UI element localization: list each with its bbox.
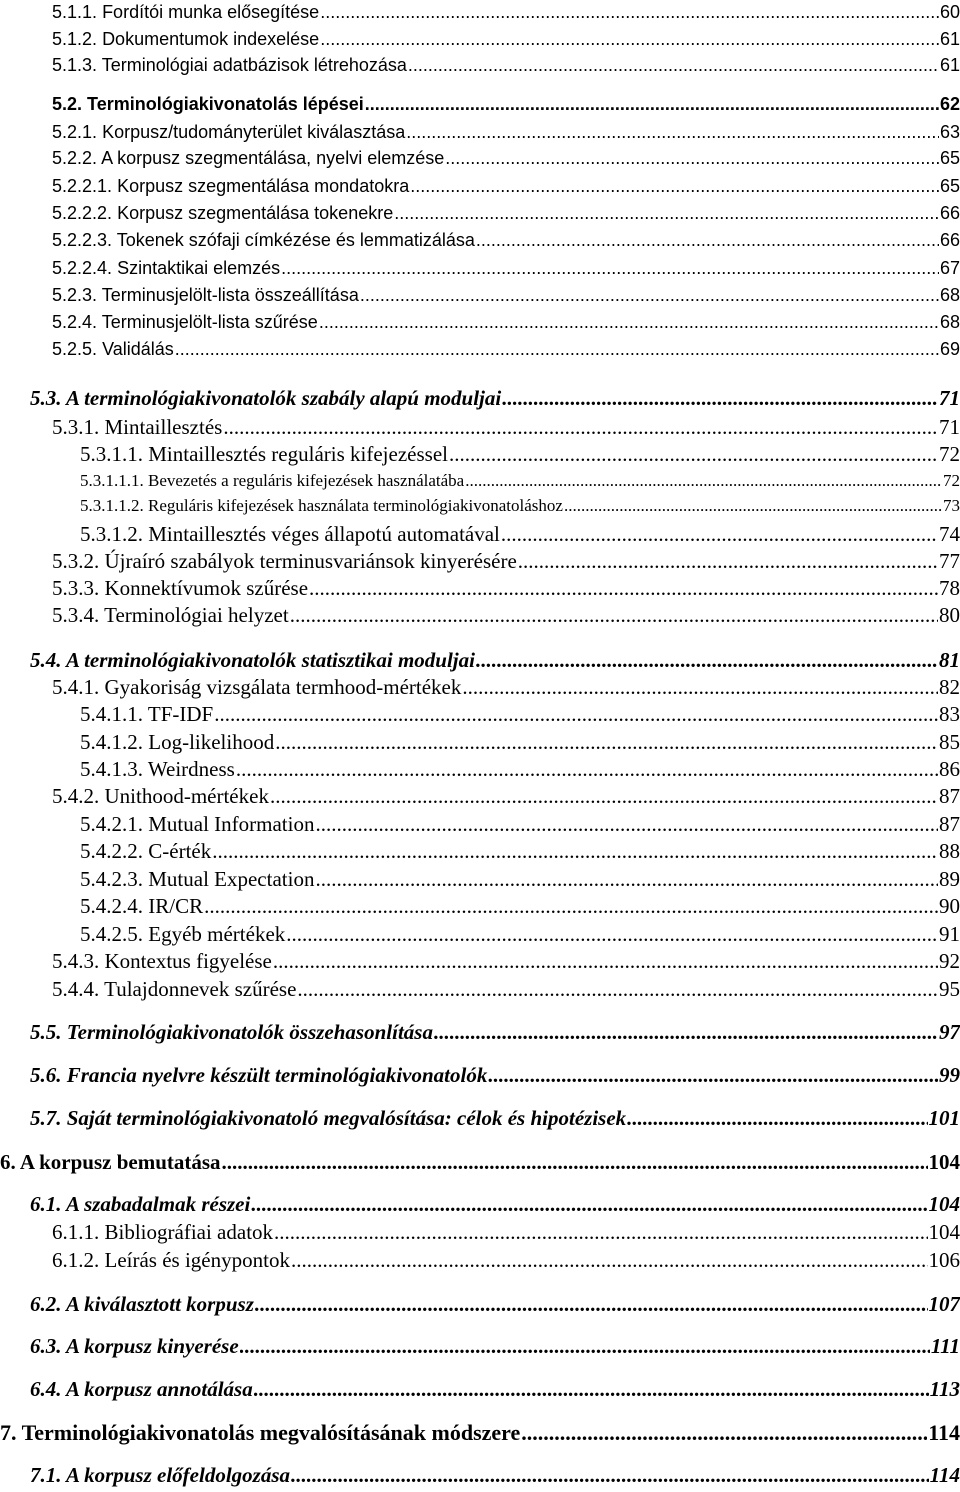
toc-entry-text: Terminológiai adatbázisok létrehozása xyxy=(101,55,407,75)
toc-leader-dots xyxy=(319,312,939,333)
toc-entry-text: TF-IDF xyxy=(147,702,214,726)
toc-entry-title xyxy=(80,839,211,864)
toc-entry-number: 6. xyxy=(0,1150,16,1174)
toc-leader-dots xyxy=(465,471,942,491)
toc-page-number: 91 xyxy=(939,922,960,946)
toc-entry-title xyxy=(30,1292,254,1317)
toc-leader-dots xyxy=(274,1220,927,1245)
toc-leader-dots xyxy=(254,1377,929,1402)
toc-entry[interactable] xyxy=(80,867,960,892)
toc-leader-dots xyxy=(521,1420,927,1446)
toc-page-number: 66 xyxy=(939,230,960,250)
toc-entry-text: Unithood-mértékek xyxy=(104,784,269,808)
toc-page-number: 97 xyxy=(939,1020,960,1044)
toc-entry[interactable] xyxy=(30,1020,960,1045)
toc-entry-title xyxy=(52,1220,273,1245)
toc-entry-title xyxy=(52,312,318,333)
toc-leader-dots xyxy=(291,1248,928,1273)
toc-leader-dots xyxy=(434,1020,938,1045)
toc-page-number: 99 xyxy=(939,1063,960,1087)
toc-page-number: 71 xyxy=(939,415,960,439)
toc-entry-text: Mintaillesztés reguláris kifejezéssel xyxy=(148,442,448,466)
toc-entry[interactable] xyxy=(52,176,960,197)
toc-entry[interactable] xyxy=(0,1420,960,1446)
toc-entry-text: Szintaktikai elemzés xyxy=(117,258,281,278)
toc-leader-dots xyxy=(476,648,938,673)
toc-entry-number: 5.4.1.2. xyxy=(80,730,143,754)
toc-page-number: 73 xyxy=(943,496,960,515)
toc-entry-number: 5.1.2. xyxy=(52,29,98,49)
toc-entry[interactable] xyxy=(30,386,960,411)
toc-page-number: 114 xyxy=(928,1420,960,1445)
toc-entry-number: 5.2.2.4. xyxy=(52,258,113,278)
toc-entry-title xyxy=(30,1063,487,1088)
toc-entry[interactable] xyxy=(30,1334,960,1359)
toc-entry-title xyxy=(80,757,235,782)
toc-entry-text: Leírás és igénypontok xyxy=(104,1248,290,1272)
toc-entry-number: 5.2.1. xyxy=(52,122,98,142)
toc-entry[interactable] xyxy=(80,757,960,782)
toc-entry-title xyxy=(52,55,407,76)
toc-leader-dots xyxy=(410,176,939,197)
toc-leader-dots xyxy=(315,812,938,837)
toc-entry[interactable] xyxy=(52,230,960,251)
toc-entry[interactable] xyxy=(52,148,960,169)
toc-entry-title xyxy=(80,867,314,892)
toc-page-number: 104 xyxy=(928,1220,960,1244)
toc-entry-title xyxy=(52,603,289,628)
toc-entry-text: Terminológiai helyzet xyxy=(104,603,289,627)
toc-entry-number: 5.2.3. xyxy=(52,285,98,305)
toc-leader-dots xyxy=(223,415,938,440)
toc-entry-text: Bibliográfiai adatok xyxy=(104,1220,274,1244)
toc-entry-title xyxy=(80,442,448,467)
toc-entry-text: Weirdness xyxy=(147,757,235,781)
toc-entry[interactable] xyxy=(52,94,960,115)
toc-entry-number: 5.4.2.3. xyxy=(80,867,143,891)
toc-leader-dots xyxy=(502,386,938,411)
toc-entry-text: Kontextus figyelése xyxy=(104,949,272,973)
toc-page-number: 72 xyxy=(943,471,960,490)
toc-entry[interactable] xyxy=(30,1063,960,1088)
toc-entry[interactable] xyxy=(52,2,960,23)
toc-entry-number: 5.3.1.1.1. xyxy=(80,471,144,490)
toc-entry-title xyxy=(52,1248,290,1273)
toc-entry-text: Francia nyelvre készült terminológiakivonatolók xyxy=(66,1063,488,1087)
toc-entry-text: Fordítói munka elősegítése xyxy=(102,2,320,22)
toc-entry-number: 5.3.3. xyxy=(52,576,100,600)
toc-entry-text: Mutual Expectation xyxy=(148,867,315,891)
toc-leader-dots xyxy=(286,922,938,947)
toc-entry-title xyxy=(30,1334,239,1359)
toc-entry-number: 5.4.4. xyxy=(52,977,100,1001)
toc-entry[interactable] xyxy=(52,576,960,601)
toc-entry[interactable] xyxy=(52,312,960,333)
toc-entry-text: A korpusz szegmentálása, nyelvi elemzése xyxy=(101,148,445,168)
toc-entry-number: 6.1.2. xyxy=(52,1248,100,1272)
toc-entry[interactable] xyxy=(52,675,960,700)
toc-leader-dots xyxy=(476,230,939,251)
toc-page-number: 107 xyxy=(928,1292,960,1316)
toc-entry-title xyxy=(52,784,269,809)
toc-entry-title xyxy=(52,949,272,974)
toc-page-number: 113 xyxy=(929,1377,960,1401)
toc-entry-number: 5.4.1. xyxy=(52,675,100,699)
toc-entry-title xyxy=(52,576,308,601)
toc-page-number: 95 xyxy=(939,977,960,1001)
toc-entry-title xyxy=(52,549,517,574)
toc-entry-text: A korpusz kinyerése xyxy=(65,1334,239,1358)
toc-entry-title xyxy=(52,285,359,306)
toc-entry-text: Korpusz szegmentálása mondatokra xyxy=(117,176,410,196)
toc-entry-number: 7. xyxy=(0,1420,17,1445)
toc-entry-text: Újraíró szabályok terminusvariánsok kinyerésére xyxy=(104,549,517,573)
toc-entry[interactable] xyxy=(52,258,960,279)
toc-entry-number: 5.4.2.1. xyxy=(80,812,143,836)
toc-entry-number: 5.5. xyxy=(30,1020,62,1044)
toc-entry-text: A korpusz előfeldolgozása xyxy=(65,1463,291,1487)
toc-leader-dots xyxy=(214,702,938,727)
toc-page-number: 68 xyxy=(939,312,960,332)
toc-entry-text: Bevezetés a reguláris kifejezések használatába xyxy=(148,471,465,490)
toc-entry-number: 5.2. xyxy=(52,94,83,114)
toc-leader-dots xyxy=(449,442,938,467)
toc-entry-title xyxy=(52,176,409,197)
toc-leader-dots xyxy=(320,2,939,23)
toc-leader-dots xyxy=(564,496,942,516)
toc-entry[interactable] xyxy=(52,1220,960,1245)
toc-page-number: 80 xyxy=(939,603,960,627)
toc-entry-text: C-érték xyxy=(148,839,212,863)
toc-leader-dots xyxy=(275,730,938,755)
toc-page-number: 87 xyxy=(939,784,960,808)
toc-entry-number: 6.3. xyxy=(30,1334,62,1358)
toc-page-number: 89 xyxy=(939,867,960,891)
toc-entry-text: IR/CR xyxy=(148,894,204,918)
toc-entry-number: 5.3.2. xyxy=(52,549,100,573)
toc-page-number: 63 xyxy=(939,122,960,142)
toc-entry[interactable] xyxy=(80,812,960,837)
toc-leader-dots xyxy=(315,867,938,892)
toc-entry-title xyxy=(30,1106,626,1131)
toc-leader-dots xyxy=(627,1106,927,1131)
toc-leader-dots xyxy=(360,285,939,306)
toc-entry-text: Tulajdonnevek szűrése xyxy=(104,977,297,1001)
toc-leader-dots xyxy=(408,55,939,76)
toc-page-number: 69 xyxy=(939,339,960,359)
toc-entry-title xyxy=(80,471,464,491)
toc-entry-text: Validálás xyxy=(102,339,174,359)
toc-entry-text: A korpusz bemutatása xyxy=(19,1150,221,1174)
toc-leader-dots xyxy=(291,1463,929,1488)
toc-page-number: 111 xyxy=(930,1334,960,1358)
toc-entry[interactable] xyxy=(52,1248,960,1273)
toc-leader-dots xyxy=(236,757,938,782)
toc-entry-text: A szabadalmak részei xyxy=(65,1192,251,1216)
toc-page-number: 106 xyxy=(928,1248,960,1272)
toc-entry-number: 5.4.1.3. xyxy=(80,757,143,781)
toc-page-number: 71 xyxy=(939,386,960,410)
toc-leader-dots xyxy=(251,1192,927,1217)
toc-entry-text: Mintaillesztés xyxy=(104,415,223,439)
toc-page-number: 85 xyxy=(939,730,960,754)
toc-entry-text: Mutual Information xyxy=(148,812,315,836)
toc-entry[interactable] xyxy=(52,977,960,1002)
toc-entry-text: Tokenek szófaji címkézése és lemmatizálása xyxy=(116,230,475,250)
toc-leader-dots xyxy=(222,1150,928,1175)
toc-page-number: 88 xyxy=(939,839,960,863)
toc-entry-number: 5.3.1.1.2. xyxy=(80,496,144,515)
toc-entry[interactable] xyxy=(80,922,960,947)
toc-entry-title xyxy=(80,702,213,727)
toc-entry-text: Korpusz szegmentálása tokenekre xyxy=(117,203,394,223)
toc-entry-number: 5.2.2.1. xyxy=(52,176,113,196)
toc-entry-title xyxy=(30,1463,290,1488)
toc-entry-title xyxy=(80,496,563,516)
toc-page-number: 104 xyxy=(928,1150,960,1174)
toc-entry-title xyxy=(80,812,314,837)
toc-entry-number: 5.3.1. xyxy=(52,415,100,439)
toc-entry[interactable] xyxy=(30,1292,960,1317)
toc-entry[interactable] xyxy=(52,55,960,76)
toc-entry[interactable] xyxy=(52,203,960,224)
toc-entry-number: 5.3.1.2. xyxy=(80,522,143,546)
toc-entry-title xyxy=(80,522,500,547)
toc-entry-title xyxy=(80,730,274,755)
toc-page-number: 67 xyxy=(939,258,960,278)
toc-entry-text: A korpusz annotálása xyxy=(65,1377,253,1401)
toc-entry[interactable] xyxy=(80,730,960,755)
toc-entry-title xyxy=(80,894,203,919)
toc-leader-dots xyxy=(290,603,938,628)
toc-entry[interactable] xyxy=(80,839,960,864)
toc-entry-number: 5.4.2.4. xyxy=(80,894,143,918)
toc-entry-title xyxy=(30,648,475,673)
toc-page-number: 82 xyxy=(939,675,960,699)
toc-page-number: 83 xyxy=(939,702,960,726)
toc-leader-dots xyxy=(320,29,939,50)
toc-page-number: 90 xyxy=(939,894,960,918)
toc-entry-number: 6.1. xyxy=(30,1192,62,1216)
toc-entry[interactable] xyxy=(30,648,960,673)
toc-leader-dots xyxy=(255,1292,928,1317)
toc-page-number: 65 xyxy=(939,148,960,168)
toc-entry-text: Log-likelihood xyxy=(148,730,275,754)
toc-page-number: 114 xyxy=(929,1463,960,1487)
toc-entry-number: 5.4.2.2. xyxy=(80,839,143,863)
toc-entry-number: 5.4.3. xyxy=(52,949,100,973)
toc-entry-title xyxy=(52,2,319,23)
toc-entry-number: 6.4. xyxy=(30,1377,62,1401)
toc-entry-text: Terminológiakivonatolás lépései xyxy=(87,94,364,114)
toc-entry-number: 7.1. xyxy=(30,1463,62,1487)
toc-entry-title xyxy=(52,977,296,1002)
toc-entry-title xyxy=(52,415,222,440)
toc-entry-text: Gyakoriság vizsgálata termhood-mértékek xyxy=(104,675,462,699)
toc-page-number: 101 xyxy=(928,1106,960,1130)
toc-entry-text: A terminológiakivonatolók statisztikai moduljai xyxy=(65,648,475,672)
toc-page-number: 62 xyxy=(939,94,960,114)
toc-page-number: 72 xyxy=(939,442,960,466)
toc-leader-dots xyxy=(273,949,938,974)
toc-entry-number: 5.4.2.5. xyxy=(80,922,143,946)
toc-entry-title xyxy=(52,94,364,115)
toc-entry-text: A kiválasztott korpusz xyxy=(65,1292,254,1316)
toc-entry-number: 5.2.2.2. xyxy=(52,203,113,223)
toc-entry-number: 5.6. xyxy=(30,1063,62,1087)
toc-leader-dots xyxy=(270,784,938,809)
toc-leader-dots xyxy=(445,148,939,169)
toc-entry-number: 5.1.3. xyxy=(52,55,98,75)
toc-entry-text: Korpusz/tudományterület kiválasztása xyxy=(102,122,406,142)
toc-leader-dots xyxy=(365,94,939,115)
toc-entry[interactable] xyxy=(30,1192,960,1217)
toc-entry-number: 6.2. xyxy=(30,1292,62,1316)
toc-page-number: 61 xyxy=(939,29,960,49)
toc-leader-dots xyxy=(518,549,938,574)
toc-entry-number: 5.3. xyxy=(30,386,62,410)
toc-entry-title xyxy=(52,122,405,143)
toc-entry-title xyxy=(30,386,501,411)
toc-entry-title xyxy=(52,203,393,224)
toc-page-number: 74 xyxy=(939,522,960,546)
toc-leader-dots xyxy=(462,675,938,700)
toc-entry[interactable] xyxy=(0,1150,960,1175)
toc-entry[interactable] xyxy=(52,415,960,440)
toc-entry[interactable] xyxy=(52,339,960,360)
toc-entry-title xyxy=(52,339,174,360)
toc-page-number: 92 xyxy=(939,949,960,973)
toc-leader-dots xyxy=(488,1063,938,1088)
toc-entry-text: Terminológiakivonatolók összehasonlítása xyxy=(66,1020,433,1044)
toc-page-number: 86 xyxy=(939,757,960,781)
toc-page-number: 81 xyxy=(939,648,960,672)
toc-leader-dots xyxy=(281,258,939,279)
toc-entry[interactable] xyxy=(80,442,960,467)
toc-entry-title xyxy=(0,1150,221,1175)
toc-entry[interactable] xyxy=(52,285,960,306)
toc-entry[interactable] xyxy=(30,1463,960,1488)
toc-entry-title xyxy=(80,922,285,947)
toc-entry-number: 5.4.1.1. xyxy=(80,702,143,726)
toc-page-number: 68 xyxy=(939,285,960,305)
toc-entry-number: 5.2.2.3. xyxy=(52,230,113,250)
toc-entry-number: 5.4. xyxy=(30,648,62,672)
toc-entry[interactable] xyxy=(52,603,960,628)
toc-entry[interactable] xyxy=(80,522,960,547)
toc-page-number: 60 xyxy=(939,2,960,22)
toc-leader-dots xyxy=(204,894,938,919)
toc-entry[interactable] xyxy=(52,29,960,50)
toc-page-number: 87 xyxy=(939,812,960,836)
toc-entry-number: 5.3.1.1. xyxy=(80,442,143,466)
toc-entry[interactable] xyxy=(80,894,960,919)
toc-entry[interactable] xyxy=(52,122,960,143)
toc-leader-dots xyxy=(501,522,938,547)
toc-page-number: 77 xyxy=(939,549,960,573)
toc-entry-text: A terminológiakivonatolók szabály alapú moduljai xyxy=(65,386,502,410)
toc-entry-number: 5.2.2. xyxy=(52,148,98,168)
toc-entry-number: 5.4.2. xyxy=(52,784,100,808)
toc-entry-title xyxy=(30,1377,253,1402)
toc-page-number: 78 xyxy=(939,576,960,600)
toc-page-number: 66 xyxy=(939,203,960,223)
toc-entry-title xyxy=(52,230,475,251)
toc-entry[interactable] xyxy=(52,949,960,974)
toc-entry-number: 5.2.4. xyxy=(52,312,98,332)
toc-page-number: 61 xyxy=(939,55,960,75)
toc-entry[interactable] xyxy=(52,549,960,574)
toc-entry-title xyxy=(30,1020,433,1045)
toc-entry-number: 6.1.1. xyxy=(52,1220,100,1244)
toc-entry-text: Egyéb mértékek xyxy=(148,922,286,946)
toc-entry[interactable] xyxy=(30,1106,960,1131)
toc-entry-number: 5.2.5. xyxy=(52,339,98,359)
toc-leader-dots xyxy=(406,122,939,143)
toc-entry-text: Mintaillesztés véges állapotú automatával xyxy=(148,522,500,546)
toc-entry-text: Terminusjelölt-lista összeállítása xyxy=(101,285,359,305)
toc-entry-title xyxy=(0,1420,520,1446)
toc-page-number: 104 xyxy=(928,1192,960,1216)
toc-entry-text: Dokumentumok indexelése xyxy=(102,29,320,49)
toc-entry[interactable] xyxy=(80,471,960,491)
toc-entry-number: 5.1.1. xyxy=(52,2,98,22)
toc-entry-text: Terminológiakivonatolás megvalósításának módszere xyxy=(21,1420,521,1445)
toc-entry[interactable] xyxy=(80,496,960,516)
toc-entry-title xyxy=(52,148,444,169)
toc-entry-title xyxy=(52,258,280,279)
toc-entry-text: Konnektívumok szűrése xyxy=(104,576,309,600)
toc-entry-number: 5.3.4. xyxy=(52,603,100,627)
toc-entry-number: 5.7. xyxy=(30,1106,62,1130)
toc-leader-dots xyxy=(240,1334,930,1359)
toc-leader-dots xyxy=(212,839,938,864)
toc-entry-title xyxy=(52,29,319,50)
toc-page-number: 65 xyxy=(939,176,960,196)
toc-entry-text: Saját terminológiakivonatoló megvalósítása: célok és hipotézisek xyxy=(66,1106,627,1130)
toc-entry-title xyxy=(52,675,461,700)
toc-leader-dots xyxy=(297,977,938,1002)
toc-entry-text: Terminusjelölt-lista szűrése xyxy=(101,312,318,332)
toc-leader-dots xyxy=(309,576,938,601)
toc-entry-text: Reguláris kifejezések használata terminológiakivonatoláshoz xyxy=(148,496,563,515)
toc-leader-dots xyxy=(175,339,939,360)
toc-entry[interactable] xyxy=(52,784,960,809)
toc-entry[interactable] xyxy=(30,1377,960,1402)
toc-leader-dots xyxy=(394,203,939,224)
toc-entry-title xyxy=(30,1192,250,1217)
toc-entry[interactable] xyxy=(80,702,960,727)
